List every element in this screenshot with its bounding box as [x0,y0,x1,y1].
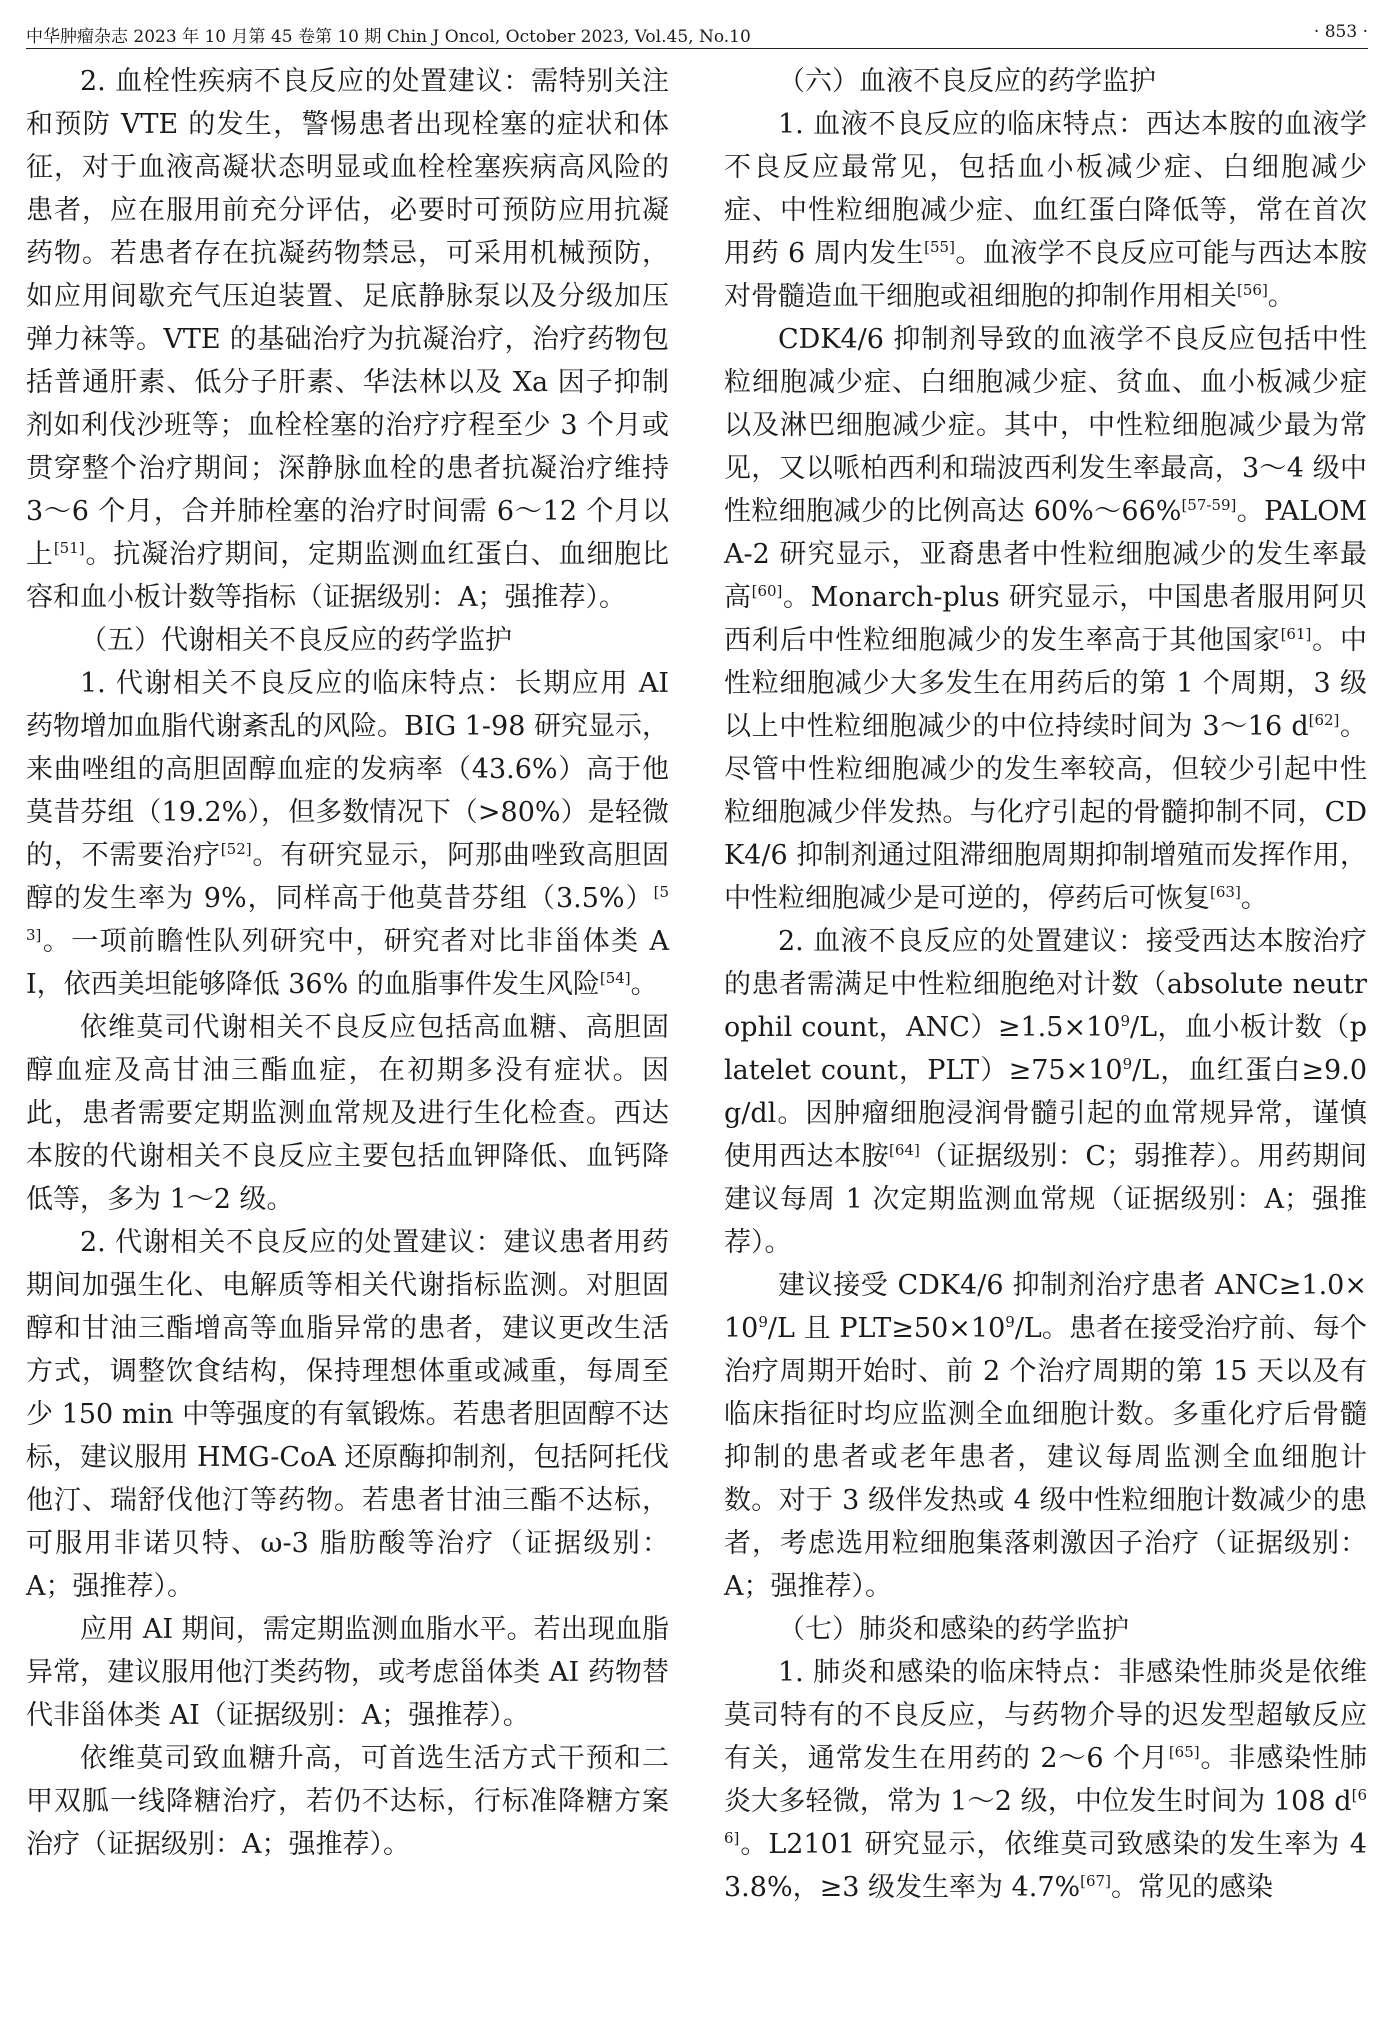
citation-ref: [62] [1308,711,1340,729]
citation-ref: [61] [1280,625,1312,643]
exponent: 9 [1122,1055,1133,1073]
citation-ref: [57-59] [1181,496,1237,514]
citation-ref: [67] [1080,1872,1111,1890]
right-column [724,60,1367,1909]
paragraph-cdk46-thresholds: 建议接受 CDK4/6 抑制剂治疗患者 $ANC\ge 1.0\times 10^9/L$ 且 $PLT\ge 50\times 10^9/L$。患者在接受治疗前、每个治疗周期开始时、前 2 个治疗周期的第 15 天以及有临床指征时均应监测全血细胞计数。多重化疗后骨髓抑制的患者或老年患者，建议每周监测全血细胞计数。对于 3 级伴发热或 4 级中性粒细胞计数减少的患者，考虑选用粒细胞集落刺激因子治疗（证据级别：A；强推荐）。 [724,1270,1368,1602]
left-column [26,60,669,1866]
paragraph-everolimus-metabolic: 依维莫司代谢相关不良反应包括高血糖、高胆固醇血症及高甘油三酯血症，在初期多没有症状。因此，患者需要定期监测血常规及进行生化检查。西达本胺的代谢相关不良反应主要包括血钾降低、血钙降低等，多为 1～2 级。 [26,1012,669,1215]
citation-ref: [65] [1168,1743,1200,1761]
journal-citation: 中华肿瘤杂志 2023 年 10 月第 45 卷第 10 期 Chin J Oncol, October 2023, Vol.45, No.10 [26,27,751,47]
page-number: · 853 · [1313,22,1368,42]
paragraph-pneumonia-features: 1. 肺炎和感染的临床特点：非感染性肺炎是依维莫司特有的不良反应，与药物介导的迟发型超敏反应有关，通常发生在用药的 2～6 个月[65]。非感染性肺炎大多轻微，常为 1～2 级，中位发生时间为 108 d[66]。L2101 研究显示，依维莫司致感染的发生率为 43.8%，≥3 级发生率为 4.7%[67]。常见的感染 [724,1657,1368,1903]
citation-ref: [60] [751,582,783,600]
citation-ref: [56] [1237,281,1268,299]
paragraph-hematologic-features: 1. 血液不良反应的临床特点：西达本胺的血液学不良反应最常见，包括血小板减少症、白细胞减少症、中性粒细胞减少症、血红蛋白降低等，常在首次用药 6 周内发生[55]。血液学不良反应可能与西达本胺对骨髓造血干细胞或祖细胞的抑制作用相关[56]。 [724,109,1368,312]
paragraph-cdk46-hematologic: CDK4/6 抑制剂导致的血液学不良反应包括中性粒细胞减少症、白细胞减少症、贫血、血小板减少症以及淋巴细胞减少症。其中，中性粒细胞减少最为常见，又以哌柏西利和瑞波西利发生率最高，3～4 级中性粒细胞减少的比例高达 60%～66%[57-59]。PALOMA-2 研究显示，亚裔患者中性粒细胞减少的发生率最高[60]。Monarch-plus 研究显示，中国患者服用阿贝西利后中性粒细胞减少的发生率高于其他国家[61]。中性粒细胞减少大多发生在用药后的第 1 个周期，3 级以上中性粒细胞减少的中位持续时间为 3～16 d[62]。尽管中性粒细胞减少的发生率较高，但较少引起中性粒细胞减少伴发热。与化疗引起的骨髓抑制不同，CDK4/6 抑制剂通过阻滞细胞周期抑制增殖而发挥作用，中性粒细胞减少是可逆的，停药后可恢复[63]。 [724,324,1368,914]
citation-ref: [53] [26,883,669,944]
citation-ref: [66] [724,1786,1367,1847]
exponent: 9 [758,1313,768,1331]
exponent: 9 [1005,1313,1015,1331]
citation-ref: [64] [889,1141,920,1159]
citation-ref: [51] [53,539,85,557]
paragraph-ai-lipids: 应用 AI 期间，需定期监测血脂水平。若出现血脂异常，建议服用他汀类药物，或考虑甾体类 AI 药物替代非甾体类 AI（证据级别：A；强推荐）。 [26,1614,669,1731]
running-header [26,22,1368,49]
exponent: 9 [1120,1012,1130,1030]
section-heading-pneumonia: （七）肺炎和感染的药学监护 [778,1614,1129,1645]
paragraph-metabolic-management: 2. 代谢相关不良反应的处置建议：建议患者用药期间加强生化、电解质等相关代谢指标监测。对胆固醇和甘油三酯增高等血脂异常的患者，建议更改生活方式，调整饮食结构，保持理想体重或减重，每周至少 150 min 中等强度的有氧锻炼。若患者胆固醇不达标，建议服用 HMG-CoA 还原酶抑制剂，包括阿托伐他汀、瑞舒伐他汀等药物。若患者甘油三酯不达标，可服用非诺贝特、ω-3 脂肪酸等治疗（证据级别：A；强推荐）。 [26,1227,669,1602]
citation-ref: [52] [220,840,252,858]
section-heading-hematologic: （六）血液不良反应的药学监护 [778,66,1156,97]
citation-ref: [63] [1210,883,1241,901]
citation-ref: [55] [924,238,955,256]
citation-ref: [54] [599,969,631,987]
paragraph-glucose: 依维莫司致血糖升高，可首选生活方式干预和二甲双胍一线降糖治疗，若仍不达标，行标准降糖方案治疗（证据级别：A；强推荐）。 [26,1743,669,1860]
paragraph-metabolic-features: 1. 代谢相关不良反应的临床特点：长期应用 AI 药物增加血脂代谢紊乱的风险。BIG 1-98 研究显示，来曲唑组的高胆固醇血症的发病率（43.6%）高于他莫昔芬组（19.2%），但多数情况下（>80%）是轻微的，不需要治疗[52]。有研究显示，阿那曲唑致高胆固醇的发生率为 9%，同样高于他莫昔芬组（3.5%）[53]。一项前瞻性队列研究中，研究者对比非甾体类 AI，依西美坦能够降低 36% 的血脂事件发生风险[54]。 [26,668,670,1000]
paragraph-thrombosis-management: 2. 血栓性疾病不良反应的处置建议：需特别关注和预防 VTE 的发生，警惕患者出现栓塞的症状和体征，对于血液高凝状态明显或血栓栓塞疾病高风险的患者，应在服用前充分评估，必要时可预防应用抗凝药物。若患者存在抗凝药物禁忌，可采用机械预防，如应用间歇充气压迫装置、足底静脉泵以及分级加压弹力袜等。VTE 的基础治疗为抗凝治疗，治疗药物包括普通肝素、低分子肝素、华法林以及 Xa 因子抑制剂如利伐沙班等；血栓栓塞的治疗疗程至少 3 个月或贯穿整个治疗期间；深静脉血栓的患者抗凝治疗维持 3～6 个月，合并肺栓塞的治疗时间需 6～12 个月以上[51]。抗凝治疗期间，定期监测血红蛋白、血细胞比容和血小板计数等指标（证据级别：A；强推荐）。 [26,66,669,613]
paragraph-hematologic-management: 2. 血液不良反应的处置建议：接受西达本胺治疗的患者需满足中性粒细胞绝对计数（absolute neutrophil count，$ANC)\ge 1.5\times 10^9/L$，血小板计数（platelet count，$PLT)\ge 75\times 10^9/L$，血红蛋白≥9.0 g/dl。因肿瘤细胞浸润骨髓引起的血常规异常，谨慎使用西达本胺[64]（证据级别：C；弱推荐）。用药期间建议每周 1 次定期监测血常规（证据级别：A；强推荐）。 [724,926,1367,1258]
section-heading-metabolic: （五）代谢相关不良反应的药学监护 [80,625,512,656]
